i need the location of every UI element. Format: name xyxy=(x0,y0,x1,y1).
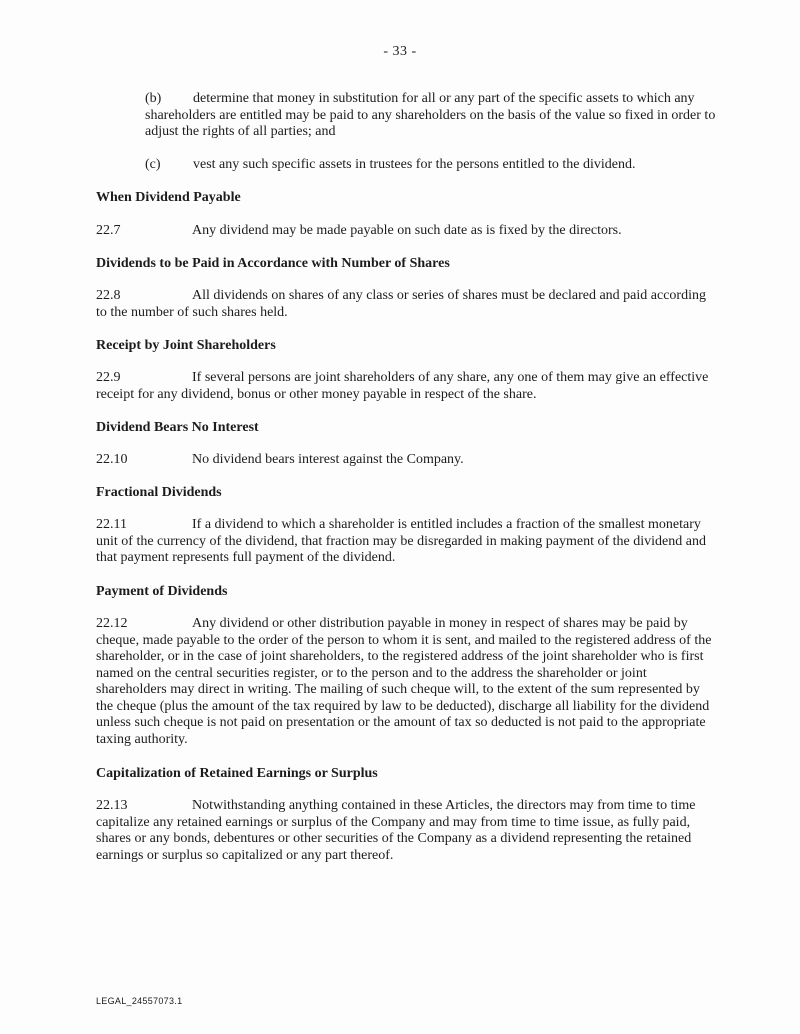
section-heading: When Dividend Payable xyxy=(96,190,241,205)
clause-text: No dividend bears interest against the Company. xyxy=(192,452,464,467)
clause-text: If several persons are joint shareholders of any share, any one of them may give an effective receipt for any dividend, bonus or other money payable in respect of the share. xyxy=(96,370,709,402)
section-heading: Capitalization of Retained Earnings or Surplus xyxy=(96,766,378,781)
clause-number: 22.7 xyxy=(96,223,121,238)
document-id-footer: LEGAL_24557073.1 xyxy=(96,996,183,1006)
clause-paragraph xyxy=(96,517,720,567)
clause-number: 22.9 xyxy=(96,370,121,385)
clause-text: If a dividend to which a shareholder is entitled includes a fraction of the smallest monetary unit of the currency of the dividend, that fraction may be disregarded in making payment of the dividend and that payment represents full payment of the dividend. xyxy=(96,517,706,565)
list-item-c xyxy=(145,157,720,174)
section-heading: Fractional Dividends xyxy=(96,485,222,500)
section-heading: Dividends to be Paid in Accordance with Number of Shares xyxy=(96,256,450,271)
clause-text: All dividends on shares of any class or series of shares must be declared and paid according to the number of such shares held. xyxy=(96,288,706,320)
clause-number: 22.12 xyxy=(96,616,128,631)
list-item-text: vest any such specific assets in trustees for the persons entitled to the dividend. xyxy=(193,157,636,172)
clause-paragraph xyxy=(96,616,720,748)
clause-paragraph xyxy=(96,798,720,864)
clause-text: Notwithstanding anything contained in these Articles, the directors may from time to time capitalize any retained earnings or surplus of the Company and may from time to time issue, as fully paid, shares or any bonds, debentures or other securities of the Company as a dividend representing the retained earnings or surplus so capitalized or any part thereof. xyxy=(96,798,696,863)
list-marker: (c) xyxy=(145,157,161,172)
clause-text: Any dividend or other distribution payable in money in respect of shares may be paid by cheque, made payable to the order of the person to whom it is sent, and mailed to the registered address of the shareholder, or in the case of joint shareholders, to the registered address of the joint shareholder who is first named on the central securities register, or to the person and to the address the shareholder or joint shareholders may direct in writing. The mailing of such cheque will, to the extent of the sum represented by the cheque (plus the amount of the tax required by law to be deducted), discharge all liability for the dividend unless such cheque is not paid on presentation or the amount of tax so deducted is not paid to the appropriate taxing authority. xyxy=(96,616,712,747)
section-heading: Payment of Dividends xyxy=(96,584,228,599)
clause-paragraph xyxy=(96,288,720,321)
section-heading: Dividend Bears No Interest xyxy=(96,420,259,435)
clause-paragraph xyxy=(96,452,720,469)
clause-number: 22.8 xyxy=(96,288,121,303)
clause-paragraph xyxy=(96,370,720,403)
clause-text: Any dividend may be made payable on such date as is fixed by the directors. xyxy=(192,223,622,238)
section-heading: Receipt by Joint Shareholders xyxy=(96,338,276,353)
list-item-b xyxy=(145,91,720,141)
clause-number: 22.13 xyxy=(96,798,128,813)
clause-paragraph xyxy=(96,223,720,240)
list-item-text: determine that money in substitution for all or any part of the specific assets to which any shareholders are entitled may be paid to any shareholders on the basis of the value so fixed in order to adjust the rights of all parties; and xyxy=(145,91,716,139)
clause-number: 22.10 xyxy=(96,452,128,467)
page-number: - 33 - xyxy=(383,44,417,59)
list-marker: (b) xyxy=(145,91,162,106)
clause-number: 22.11 xyxy=(96,517,127,532)
